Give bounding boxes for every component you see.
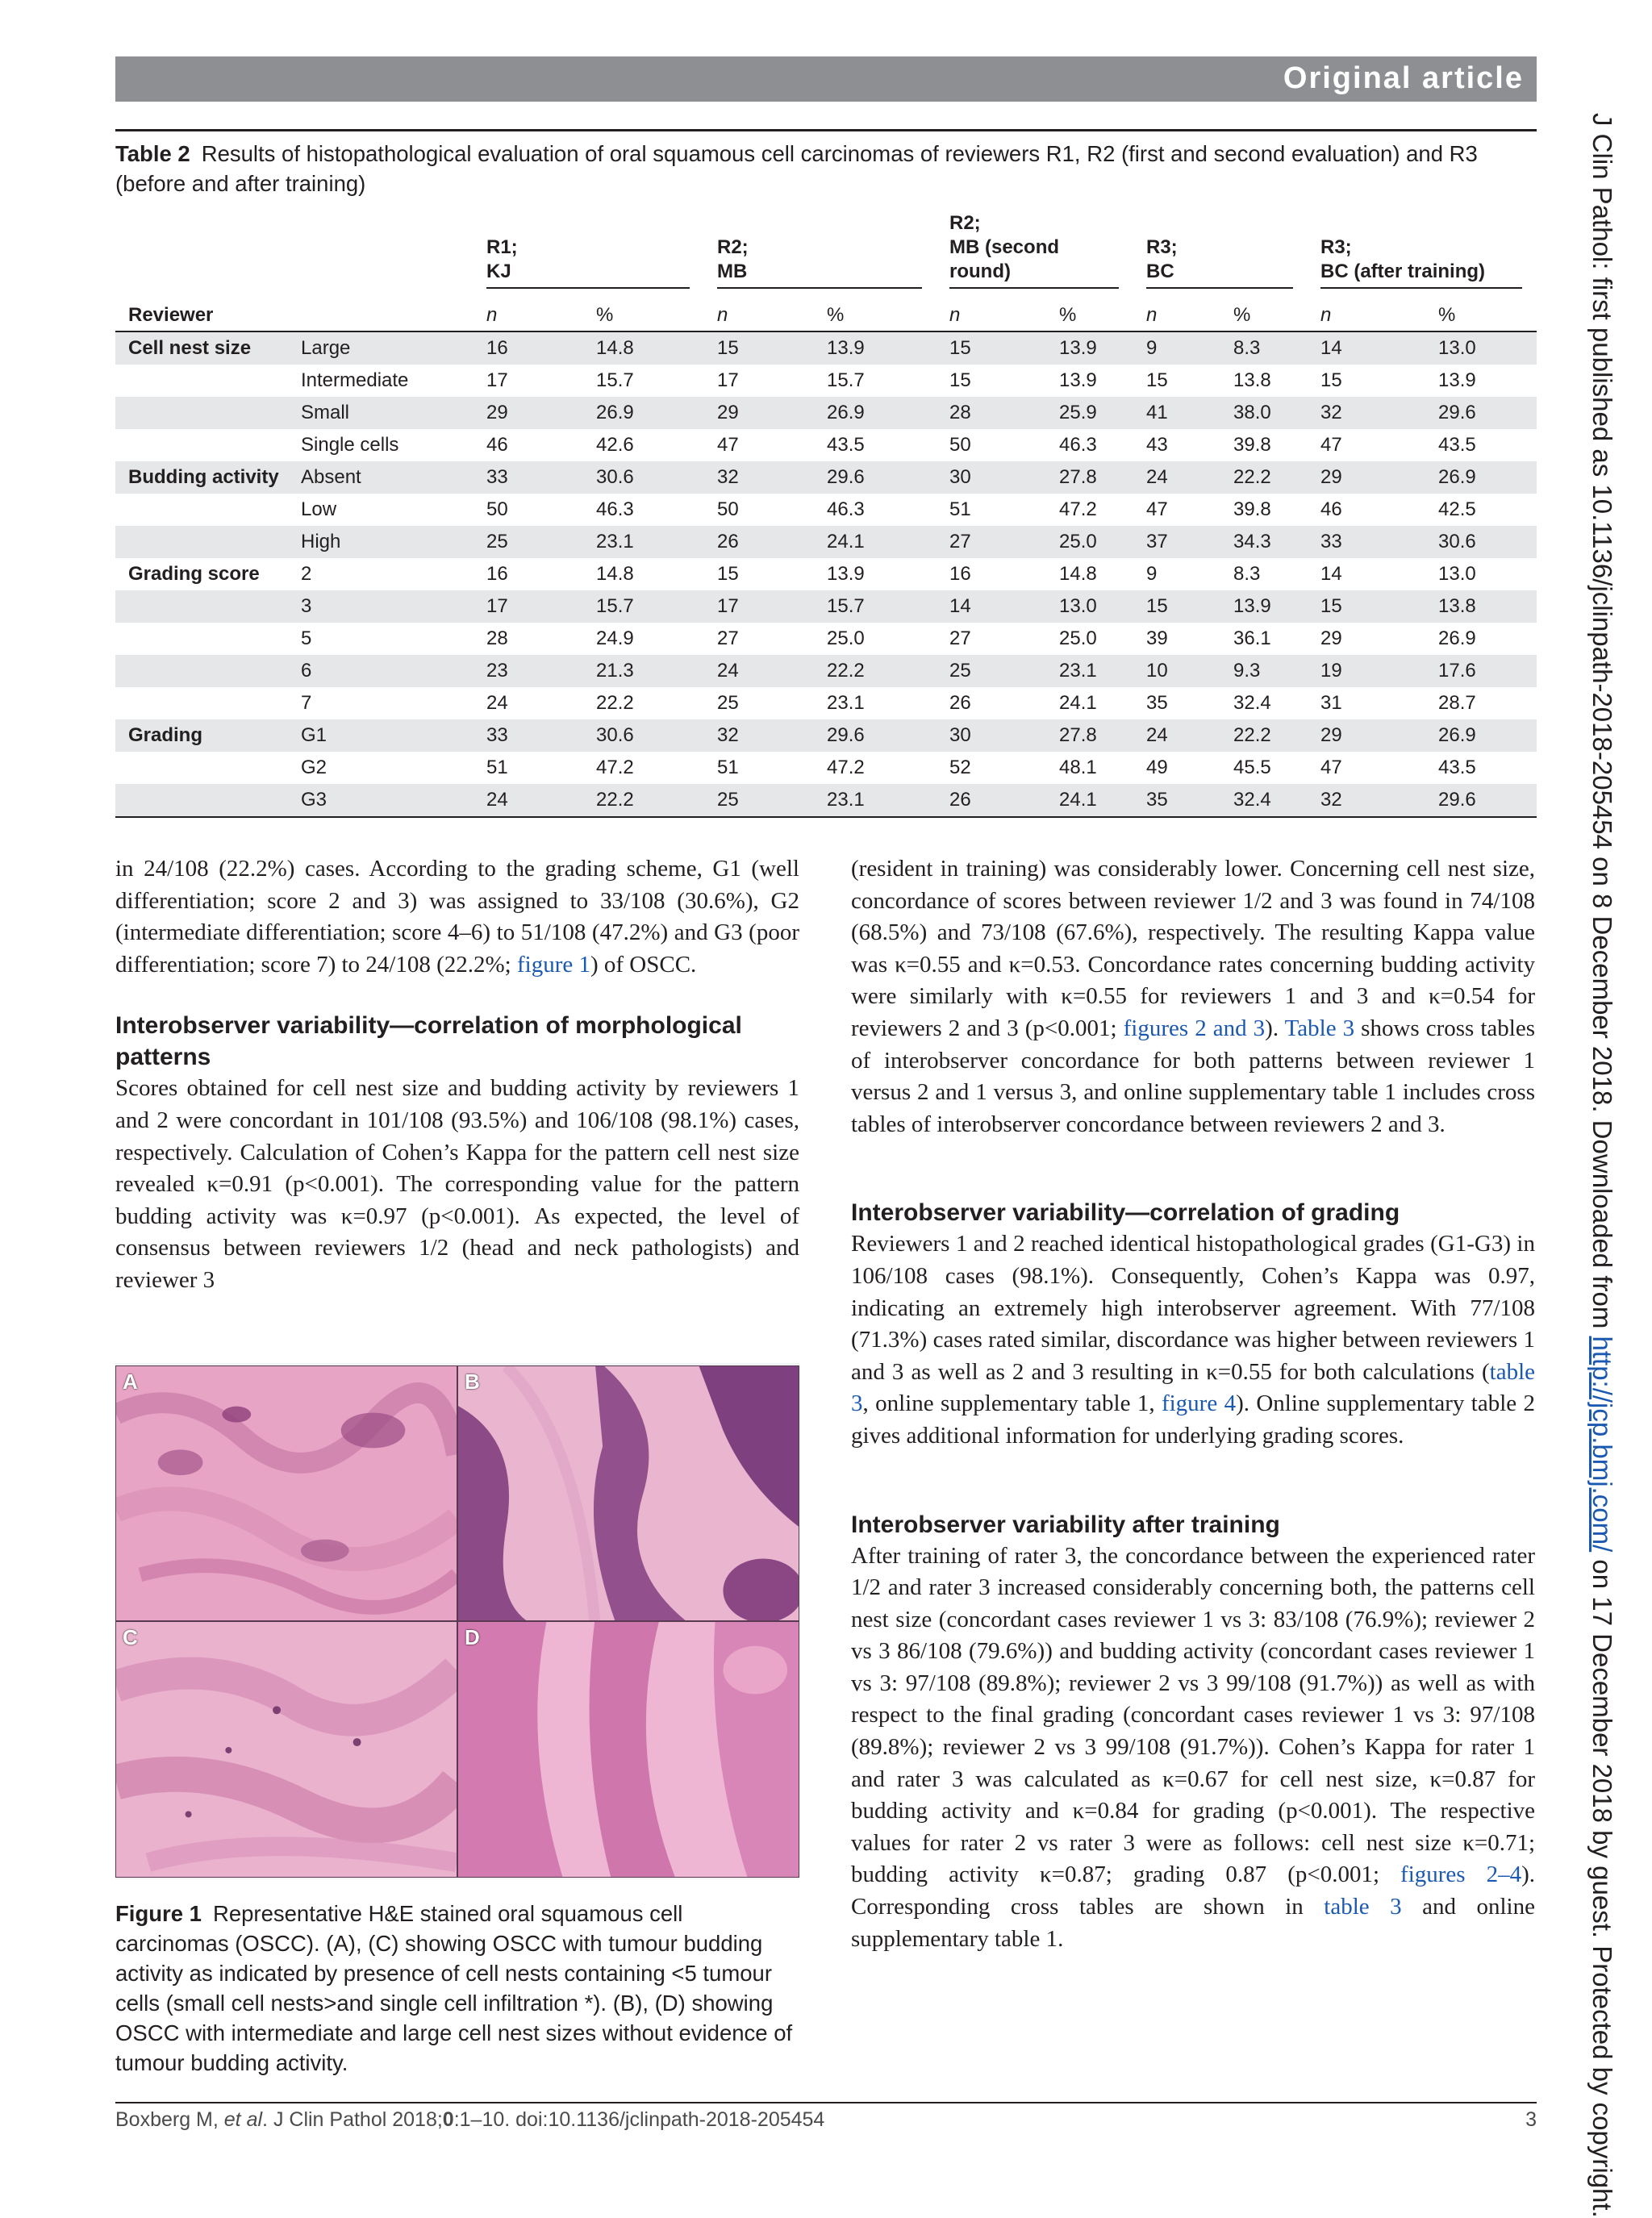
cell-percent: 27.8 [1046,461,1133,494]
cell-percent: 22.2 [583,784,704,817]
cell-percent: 38.0 [1220,397,1308,429]
cell-n: 46 [486,434,508,456]
cell-percent: 46.3 [596,498,634,520]
group-header-r3-after: R3; BC (after training) [1320,236,1522,289]
histology-image-c [116,1622,457,1877]
row-item: G3 [288,784,473,817]
cell-n: 15 [937,331,1046,365]
cell-n: 25 [473,526,583,558]
cell-percent: 26.9 [1425,461,1537,494]
cell-percent: 15.7 [827,369,865,391]
table-row [115,719,1537,752]
paragraph-after-training [851,1541,1535,1956]
cell-percent: 46.3 [827,498,865,520]
cell-n: 27 [949,627,971,649]
cell-percent: 30.6 [583,719,704,752]
cell-percent: 8.3 [1220,331,1308,365]
left-column [115,853,799,1297]
cell-n: 29 [1308,719,1425,752]
table-row [115,397,1537,429]
page-number: 3 [1525,2108,1537,2131]
cell-n: 27 [717,627,739,649]
results-table-container [115,211,1537,818]
cell-n: 29 [1308,461,1425,494]
histology-image-b [458,1366,799,1620]
cell-n: 25 [937,655,1046,687]
cell-n: 15 [1308,590,1425,623]
table-row [115,784,1537,817]
cell-n: 46 [1320,498,1342,520]
cell-n: 29 [704,397,814,429]
cell-percent: 24.9 [596,627,634,649]
cell-n: 27 [937,526,1046,558]
footer [115,2108,1537,2132]
figures-2-4-link[interactable]: figures 2–4 [1400,1862,1522,1888]
cell-n: 33 [473,461,583,494]
cell-percent: 48.1 [1059,757,1097,778]
group-header-r2: R2; MB [717,236,814,289]
cell-n: 50 [486,498,508,520]
cell-percent: 13.9 [827,563,865,585]
figure-1-link[interactable]: figure 1 [516,951,590,978]
text-run: Boxberg M, [115,2108,224,2131]
cell-percent: 22.2 [596,692,634,714]
cell-n: 15 [1133,590,1220,623]
cell-percent: 30.6 [583,461,704,494]
cell-n: 17 [486,369,508,391]
row-item: Intermediate [301,369,409,391]
text-run: 0 [442,2108,454,2131]
cell-percent: 29.6 [1425,784,1537,817]
cell-n: 33 [473,719,583,752]
table-subheader-row [115,294,1537,331]
row-item: Absent [288,461,473,494]
row-category [115,397,288,429]
cell-percent: 23.1 [583,526,704,558]
cell-n: 47 [1146,498,1168,520]
cell-n: 30 [937,719,1046,752]
panel-label-c: C [123,1625,138,1649]
row-category [115,623,288,655]
cell-n: 29 [1320,627,1342,649]
table-group-header-row [115,211,1537,294]
text-run: ). Corresponding cross tables are shown in [851,1862,1535,1920]
table-row [115,558,1537,590]
histology-image-a [116,1366,457,1620]
cell-n: 47 [1320,757,1342,778]
cell-n: 16 [473,331,583,365]
row-item: 5 [301,627,312,649]
row-item: 7 [301,692,312,714]
cell-n: 15 [1320,369,1342,391]
text-run: and online supplementary table 1. [851,1894,1535,1952]
text-run: After training of rater 3, the concordance between the experienced rater 1/2 and rater 3 increased considerably concerning both, the patterns cell nest size (concordant cases reviewer 1 vs 3: 83/108 (76.9%); reviewer 2 vs 3 86/108 (79.6%)) and budding activity (concordant cases reviewer 1 vs 3: 97/108 (89.8%); reviewer 2 vs 3 99/108 (91.7%)) as well as with respect to the final grading (concordant cases reviewer 1 vs 3: 97/108 (89.8%); reviewer 2 vs 3 99/108 (91.7%)). Cohen’s Kappa for rater 1 and rater 3 was calculated as κ=0.67 for cell nest size, κ=0.87 for budding activity and κ=0.84 for grading (p<0.001). The respective values for rater 2 vs rater 3 were as follows: cell nest size κ=0.71; budding activity κ=0.87; grading 0.87 (p<0.001; [851,1542,1535,1888]
text-run: . J Clin Pathol 2018; [262,2108,443,2131]
cell-percent: 13.0 [1438,563,1476,585]
n-header: n [937,294,1046,331]
cell-percent: 26.9 [583,397,704,429]
cell-percent: 45.5 [1233,757,1271,778]
cell-n: 24 [486,692,508,714]
table-caption [115,139,1531,198]
cell-n: 10 [1133,655,1220,687]
cell-percent: 22.2 [1220,461,1308,494]
cell-n: 49 [1146,757,1168,778]
row-item: 2 [301,563,312,585]
cell-n: 24 [1133,461,1220,494]
row-item: Single cells [301,434,399,456]
row-category [115,526,288,558]
text-run: et al [223,2108,263,2131]
cell-n: 9 [1133,331,1220,365]
cell-percent: 26.9 [814,397,937,429]
results-table [115,211,1537,818]
cell-n: 32 [704,719,814,752]
cell-n: 24 [473,784,583,817]
heading-morphological-patterns: Interobserver variability—correlation of morphological patterns [115,1012,742,1071]
cell-n: 26 [704,526,814,558]
cell-n: 26 [937,784,1046,817]
cell-n: 32 [1308,397,1425,429]
section-banner [115,56,1537,102]
cell-percent: 25.0 [827,627,865,649]
table-row [115,687,1537,719]
cell-n: 15 [704,331,814,365]
heading-correlation-grading: Interobserver variability—correlation of grading [851,1199,1400,1227]
footer-rule [115,2102,1537,2103]
cell-n: 50 [717,498,739,520]
panel-label-a: A [123,1370,138,1394]
row-category [115,494,288,526]
cell-percent: 13.0 [1425,331,1537,365]
table-row [115,494,1537,526]
text-run: (resident in training) was considerably lower. Concerning cell nest size, concordance of scores between reviewer 1/2 and 3 was found in 74/108 (68.5%) and 73/108 (67.6%), respectively. The resulting Kappa value was κ=0.55 and κ=0.53. Concordance rates concerning budding activity were similarly with κ=0.55 for reviewers 1 and 3 and κ=0.54 for reviewers 2 and 3 (p<0.001; [851,856,1535,1041]
cell-percent: 43.5 [827,434,865,456]
cell-n: 28 [486,627,508,649]
cell-percent: 26.9 [1425,719,1537,752]
cell-n: 51 [949,498,971,520]
cell-percent: 39.8 [1233,498,1271,520]
cell-percent: 22.2 [1220,719,1308,752]
cell-n: 19 [1308,655,1425,687]
row-item: G2 [301,757,327,778]
row-item: Large [288,331,473,365]
cell-percent: 13.8 [1425,590,1537,623]
cell-n: 16 [486,563,508,585]
cell-n: 32 [1308,784,1425,817]
row-category: Budding activity [115,461,288,494]
cell-n: 51 [717,757,739,778]
cell-percent: 42.5 [1438,498,1476,520]
table-row [115,526,1537,558]
cell-n: 35 [1133,784,1220,817]
cell-n: 47 [717,434,739,456]
cell-percent: 13.9 [1046,331,1133,365]
cell-percent: 30.6 [1425,526,1537,558]
table-row [115,655,1537,687]
cell-n: 28 [937,397,1046,429]
panel-label-b: B [465,1370,480,1394]
paragraph-correlation-grading [851,1228,1535,1452]
cell-percent: 25.0 [1059,627,1097,649]
figure-label: Figure 1 [115,1901,202,1926]
text-run: :1–10. doi:10.1136/jclinpath-2018-205454 [453,2108,825,2131]
row-category [115,429,288,461]
cell-percent: 14.8 [583,331,704,365]
download-notice [1569,113,1617,2218]
text-run: Reviewers 1 and 2 reached identical histopathological grades (G1-G3) in 106/108 cases (98.1%). Consequently, Cohen’s Kappa was 0.97, indicating an extremely high interobserver agreement. With 77/108 (71.3%) cases rated similar, discordance was higher between reviewers 1 and 3 as well as 2 and 3 resulting in κ=0.55 for both calculations ( [851,1231,1535,1385]
row-item: Small [288,397,473,429]
cell-percent: 8.3 [1233,563,1261,585]
pct-header: % [583,294,704,331]
table-row [115,590,1537,623]
table-row [115,623,1537,655]
n-header: n [1133,294,1220,331]
row-category [115,687,288,719]
cell-percent: 43.5 [1438,434,1476,456]
row-item: 6 [288,655,473,687]
cell-n: 52 [949,757,971,778]
cell-percent: 13.8 [1233,369,1271,391]
cell-n: 29 [473,397,583,429]
cell-n: 15 [949,369,971,391]
journal-url-link[interactable]: http://jcp.bmj.com/ [1587,1336,1617,1553]
cell-n: 14 [937,590,1046,623]
cell-n: 43 [1146,434,1168,456]
figure-1-caption [115,1899,799,2078]
section-title: Original article [1283,61,1524,95]
cell-percent: 13.9 [814,331,937,365]
pct-header: % [1220,294,1308,331]
cell-n: 31 [1320,692,1342,714]
table-body [115,331,1537,817]
figure-panel-a [115,1365,457,1621]
row-item: High [288,526,473,558]
figure-panel-d [457,1621,799,1878]
histology-image-d [458,1622,799,1877]
cell-percent: 36.1 [1233,627,1271,649]
right-column [851,853,1535,1955]
reviewer-header: Reviewer [115,294,288,331]
cell-n: 50 [949,434,971,456]
cell-percent: 39.8 [1233,434,1271,456]
cell-percent: 46.3 [1059,434,1097,456]
cell-percent: 15.7 [814,590,937,623]
figure-panel-c [115,1621,457,1878]
cell-percent: 23.1 [814,784,937,817]
cell-percent: 27.8 [1046,719,1133,752]
row-category: Cell nest size [115,331,288,365]
cell-percent: 32.4 [1233,692,1271,714]
cell-n: 24 [1133,719,1220,752]
footer-citation [115,2108,824,2131]
cell-percent: 26.9 [1438,627,1476,649]
cell-n: 23 [473,655,583,687]
cell-n: 9 [1146,563,1158,585]
row-category [115,590,288,623]
download-notice-prefix: J Clin Pathol: first published as 10.1136/jclinpath-2018-205454 on 8 December 2018. Downloaded from [1587,113,1617,1336]
row-item: G1 [288,719,473,752]
row-category [115,365,288,397]
cell-n: 25 [717,692,739,714]
cell-n: 47 [1320,434,1342,456]
cell-percent: 14.8 [596,563,634,585]
cell-percent: 13.9 [1220,590,1308,623]
heading-after-training: Interobserver variability after training [851,1511,1280,1538]
row-category: Grading score [128,563,260,585]
pct-header: % [814,294,937,331]
group-header-r3: R3; BC [1146,236,1220,289]
table-3-link[interactable]: table 3 [851,1358,1535,1417]
cell-n: 17 [717,369,739,391]
cell-percent: 29.6 [1425,397,1537,429]
table-row [115,429,1537,461]
cell-n: 51 [486,757,508,778]
figure-1-image [115,1365,799,1878]
cell-percent: 25.9 [1046,397,1133,429]
group-header-r2-second: R2; MB (second round) [949,211,1119,289]
paragraph-morphological-patterns: Scores obtained for cell nest size and budding activity by reviewers 1 and 2 were concordant in 101/108 (93.5%) and 106/108 (98.1%) cases, respectively. Calculation of Cohen’s Kappa for the pattern cell nest size revealed κ=0.91 (p<0.001). The corresponding value for the pattern budding activity was κ=0.97 (p<0.001). As expected, the level of consensus between reviewers 1/2 (head and neck pathologists) and reviewer 3 [115,1075,799,1293]
download-notice-suffix: on 17 December 2018 by guest. Protected by copyright. [1587,1552,1617,2218]
n-header: n [473,294,583,331]
cell-n: 32 [704,461,814,494]
cell-n: 33 [1308,526,1425,558]
text-run: ) of OSCC. [590,951,697,978]
cell-n: 15 [1146,369,1168,391]
cell-percent: 13.9 [1059,369,1097,391]
table-row [115,461,1537,494]
table-caption-text: Results of histopathological evaluation of oral squamous cell carcinomas of reviewers R1, R2 (first and second evaluation) and R3 (before and after training) [115,141,1478,196]
table-row [115,365,1537,397]
paragraph-grading-distribution [115,853,799,981]
group-header-r1: R1; KJ [486,236,583,289]
cell-n: 26 [949,692,971,714]
cell-percent: 14.8 [1059,563,1097,585]
cell-n: 14 [1320,563,1342,585]
cell-percent: 24.1 [1046,784,1133,817]
cell-percent: 29.6 [814,719,937,752]
n-header: n [704,294,814,331]
cell-percent: 15.7 [583,590,704,623]
cell-percent: 47.2 [1059,498,1097,520]
cell-n: 39 [1146,627,1168,649]
row-item: Low [301,498,337,520]
cell-n: 16 [949,563,971,585]
cell-n: 17 [473,590,583,623]
row-category [115,655,288,687]
pct-header: % [1425,294,1537,331]
cell-percent: 25.0 [1046,526,1133,558]
table-3-link[interactable]: table 3 [1324,1894,1402,1920]
cell-percent: 23.1 [1046,655,1133,687]
table-row [115,752,1537,784]
table-label: Table 2 [115,141,190,166]
cell-percent: 21.3 [583,655,704,687]
cell-percent: 17.6 [1425,655,1537,687]
row-category [115,784,288,817]
cell-n: 35 [1146,692,1168,714]
cell-n: 37 [1133,526,1220,558]
paragraph-resident-concordance [851,853,1535,1140]
text-run: in 24/108 (22.2%) cases. According to the grading scheme, G1 (well differentiation; score 2 and 3) was assigned to 33/108 (30.6%), G2 (intermediate differentiation; score 4–6) to 51/108 (47.2%) and G3 (poor differentiation; score 7) to 24/108 (22.2%; [115,856,799,978]
cell-n: 15 [717,563,739,585]
figure-panel-b [457,1365,799,1621]
cell-percent: 24.1 [814,526,937,558]
cell-percent: 13.9 [1438,369,1476,391]
cell-percent: 9.3 [1220,655,1308,687]
cell-percent: 13.0 [1046,590,1133,623]
table-top-rule [115,129,1537,131]
cell-percent: 24.1 [1059,692,1097,714]
cell-percent: 22.2 [814,655,937,687]
n-header: n [1308,294,1425,331]
figure-4-link[interactable]: figure 4 [1161,1390,1237,1417]
cell-percent: 32.4 [1220,784,1308,817]
figure-caption-text: Representative H&E stained oral squamous cell carcinomas (OSCC). (A), (C) showing OSCC with tumour budding activity as indicated by presence of cell nests containing <5 tumour cells (small cell nests>and single cell infiltration *). (B), (D) showing OSCC with intermediate and large cell nest sizes without evidence of tumour budding activity. [115,1901,793,2075]
text-run: ). Online supplementary table 2 gives additional information for underlying grading scores. [851,1390,1535,1449]
cell-percent: 15.7 [596,369,634,391]
text-run: shows cross tables of interobserver concordance for both patterns between reviewer 1 versus 2 and 1 versus 3, and online supplementary table 1 includes cross tables of interobserver concordance between reviewers 2 and 3. [851,1015,1536,1137]
cell-percent: 47.2 [596,757,634,778]
cell-n: 14 [1308,331,1425,365]
cell-percent: 47.2 [827,757,865,778]
text-run: ). [1265,1015,1285,1041]
cell-percent: 29.6 [814,461,937,494]
cell-percent: 34.3 [1220,526,1308,558]
cell-n: 25 [704,784,814,817]
cell-percent: 42.6 [596,434,634,456]
cell-n: 30 [937,461,1046,494]
cell-n: 24 [704,655,814,687]
row-item: 3 [288,590,473,623]
pct-header: % [1046,294,1133,331]
cell-percent: 28.7 [1438,692,1476,714]
text-run: , online supplementary table 1, [862,1390,1162,1417]
table-3-link[interactable]: Table 3 [1284,1015,1355,1041]
cell-n: 17 [704,590,814,623]
figures-2-3-link[interactable]: figures 2 and 3 [1123,1015,1266,1041]
cell-n: 41 [1133,397,1220,429]
panel-label-d: D [465,1625,480,1649]
row-category: Grading [115,719,288,752]
row-category [115,752,288,784]
cell-percent: 23.1 [827,692,865,714]
table-row [115,331,1537,365]
cell-percent: 43.5 [1438,757,1476,778]
